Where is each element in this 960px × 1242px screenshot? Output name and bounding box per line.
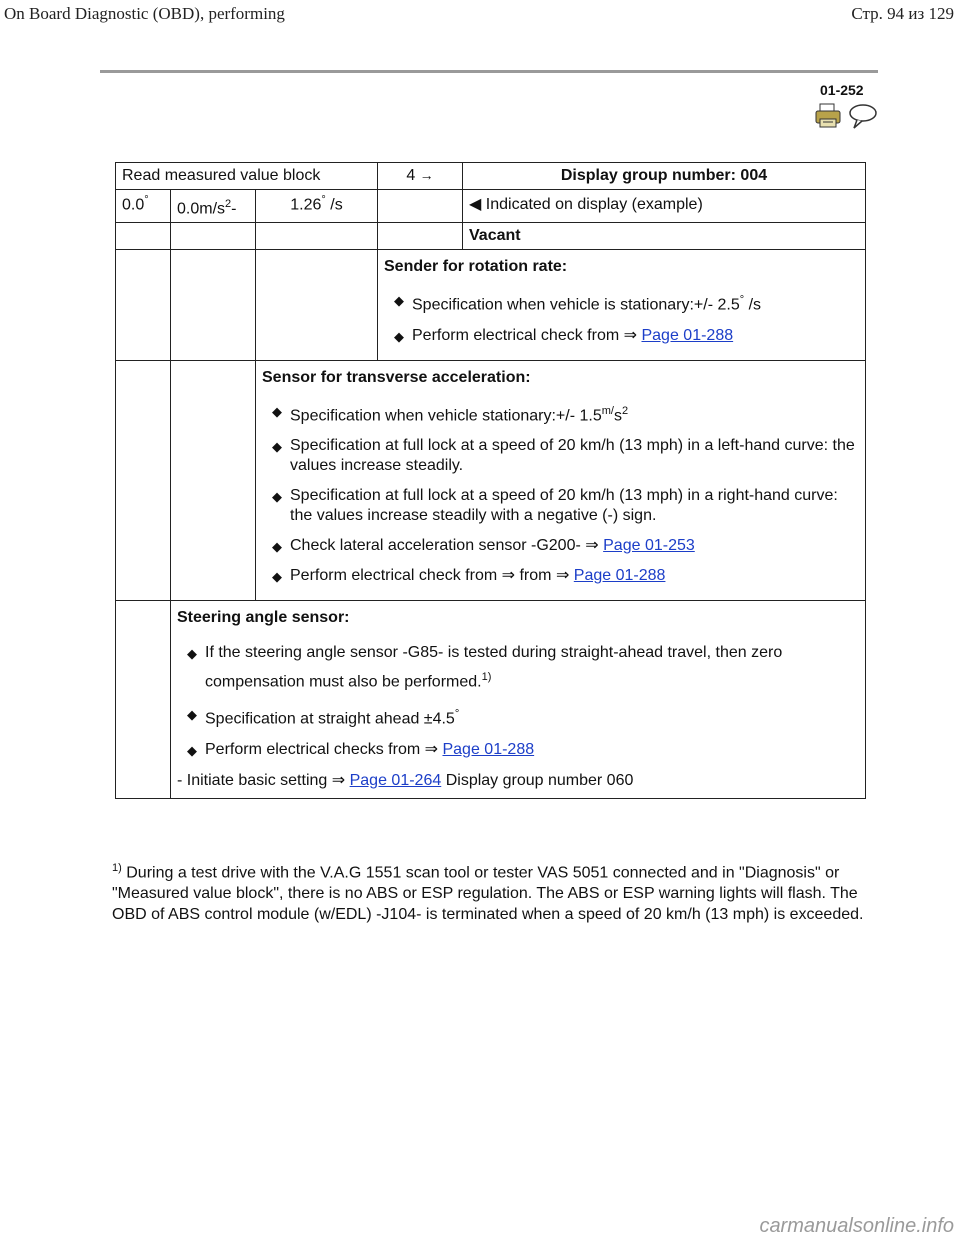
diamond-bullet-icon: ◆: [272, 488, 282, 504]
steering-title: Steering angle sensor:: [177, 608, 350, 626]
list-item: ◆ Specification at full lock at a speed of 20 km/h (13 mph) in a right-hand curve: the values increase steadily with a negative (-) sign.: [272, 486, 838, 524]
basic-setting-line: - Initiate basic setting ⇒ Page 01-264 Display group number 060: [177, 771, 634, 789]
transverse-title: Sensor for transverse acceleration:: [262, 368, 531, 386]
diamond-bullet-icon: ◆: [187, 707, 197, 723]
diamond-bullet-icon: ◆: [272, 538, 282, 554]
arrow-right-icon: →: [419, 167, 434, 183]
diamond-bullet-icon: ◆: [394, 293, 404, 309]
double-arrow-icon: ⇒: [555, 566, 570, 584]
degree-icon: °: [144, 194, 149, 206]
printer-icon[interactable]: [816, 104, 840, 127]
double-arrow-icon: ⇒: [585, 536, 599, 554]
header-group: 4 →: [378, 163, 463, 190]
link-page-01-264[interactable]: Page 01-264: [349, 771, 442, 789]
value-1: 0.0°: [116, 190, 171, 223]
list-item: ◆ Check lateral acceleration sensor -G200- ⇒ Page 01-253: [272, 536, 859, 556]
table-row-vacant: [116, 223, 866, 250]
display-example: ◀ Indicated on display (example): [463, 190, 866, 223]
triangle-left-icon: ◀: [469, 196, 482, 213]
double-arrow-icon: ⇒: [623, 326, 638, 344]
toolbar-icons: [815, 102, 879, 130]
page-reference: 01-252: [820, 82, 864, 98]
double-arrow-icon: ⇒: [331, 771, 346, 789]
list-item: ◆ Perform electrical checks from ⇒ Page 01-288: [187, 740, 859, 760]
header-rule: [100, 70, 878, 73]
value-2: $0.0m/s^2-$: [171, 190, 256, 223]
list-item: ◆ If the steering angle sensor -G85- is tested during straight-ahead travel, then zero compensation must also be performed.$^{1)}$: [187, 643, 783, 691]
page-counter: Стр. 94 из 129: [851, 4, 954, 23]
diamond-bullet-icon: ◆: [187, 742, 197, 758]
diamond-bullet-icon: ◆: [272, 403, 282, 419]
list-item: ◆ Specification when vehicle is stationary:+/- 2.5° /s: [394, 293, 762, 314]
footnote-mark: 1): [112, 862, 122, 874]
table-row-rotation: [116, 250, 866, 360]
speech-bubble-icon[interactable]: [850, 105, 876, 128]
list-item: ◆ Specification at full lock at a speed of 20 km/h (13 mph) in a left-hand curve: the values increase steadily.: [272, 436, 855, 474]
double-arrow-icon: ⇒: [424, 740, 439, 758]
list-item: ◆ Perform electrical check from ⇒ from ⇒ Page 01-288: [272, 566, 859, 586]
link-page-01-288[interactable]: Page 01-288: [442, 740, 535, 758]
rotation-cell: [378, 250, 866, 360]
value-3: 1.26° /s: [256, 190, 378, 223]
list-item: ◆ Specification at straight ahead ±4.5°: [187, 707, 460, 728]
table-row-values: [116, 190, 866, 223]
table-header-row: [116, 163, 866, 190]
diamond-bullet-icon: ◆: [272, 568, 282, 584]
transverse-cell: [256, 360, 866, 600]
watermark: carmanualsonline.info: [759, 1215, 954, 1237]
list-item: ◆ Specification when vehicle stationary:+/- $1.5^{m/}s^2$: [272, 403, 629, 424]
value-4: [378, 190, 463, 223]
table-row-transverse: [116, 360, 866, 600]
document-title: On Board Diagnostic (OBD), performing: [4, 4, 285, 23]
header-display-group: Display group number: 004: [463, 163, 866, 190]
link-page-01-288[interactable]: Page 01-288: [573, 566, 666, 584]
footnote: [112, 858, 872, 925]
steering-cell: [171, 600, 866, 798]
list-item: ◆ Perform electrical check from ⇒ Page 01-288: [394, 326, 859, 346]
link-page-01-253[interactable]: Page 01-253: [603, 536, 695, 554]
rotation-title: Sender for rotation rate:: [384, 258, 568, 276]
diamond-bullet-icon: ◆: [272, 438, 282, 454]
measured-value-table: [115, 162, 866, 799]
footnote-text: During a test drive with the V.A.G 1551 scan tool or tester VAS 5051 connected and in "Diagnosis" or "Measured value block", there is no ABS or ESP regulation. The ABS or ESP warning lights will flash. The OBD of ABS control module (w/EDL) -J104- is terminated when a speed of 20 km/h (13 mph) is exceeded.: [112, 864, 864, 924]
table-row-steering: [116, 600, 866, 798]
link-page-01-288[interactable]: Page 01-288: [641, 326, 734, 344]
degree-icon: °: [321, 194, 326, 206]
double-arrow-icon: ⇒: [501, 566, 516, 584]
diamond-bullet-icon: ◆: [187, 645, 197, 661]
diamond-bullet-icon: ◆: [394, 328, 404, 344]
vacant-label: Vacant: [463, 223, 866, 250]
header-label: Read measured value block: [116, 163, 378, 190]
